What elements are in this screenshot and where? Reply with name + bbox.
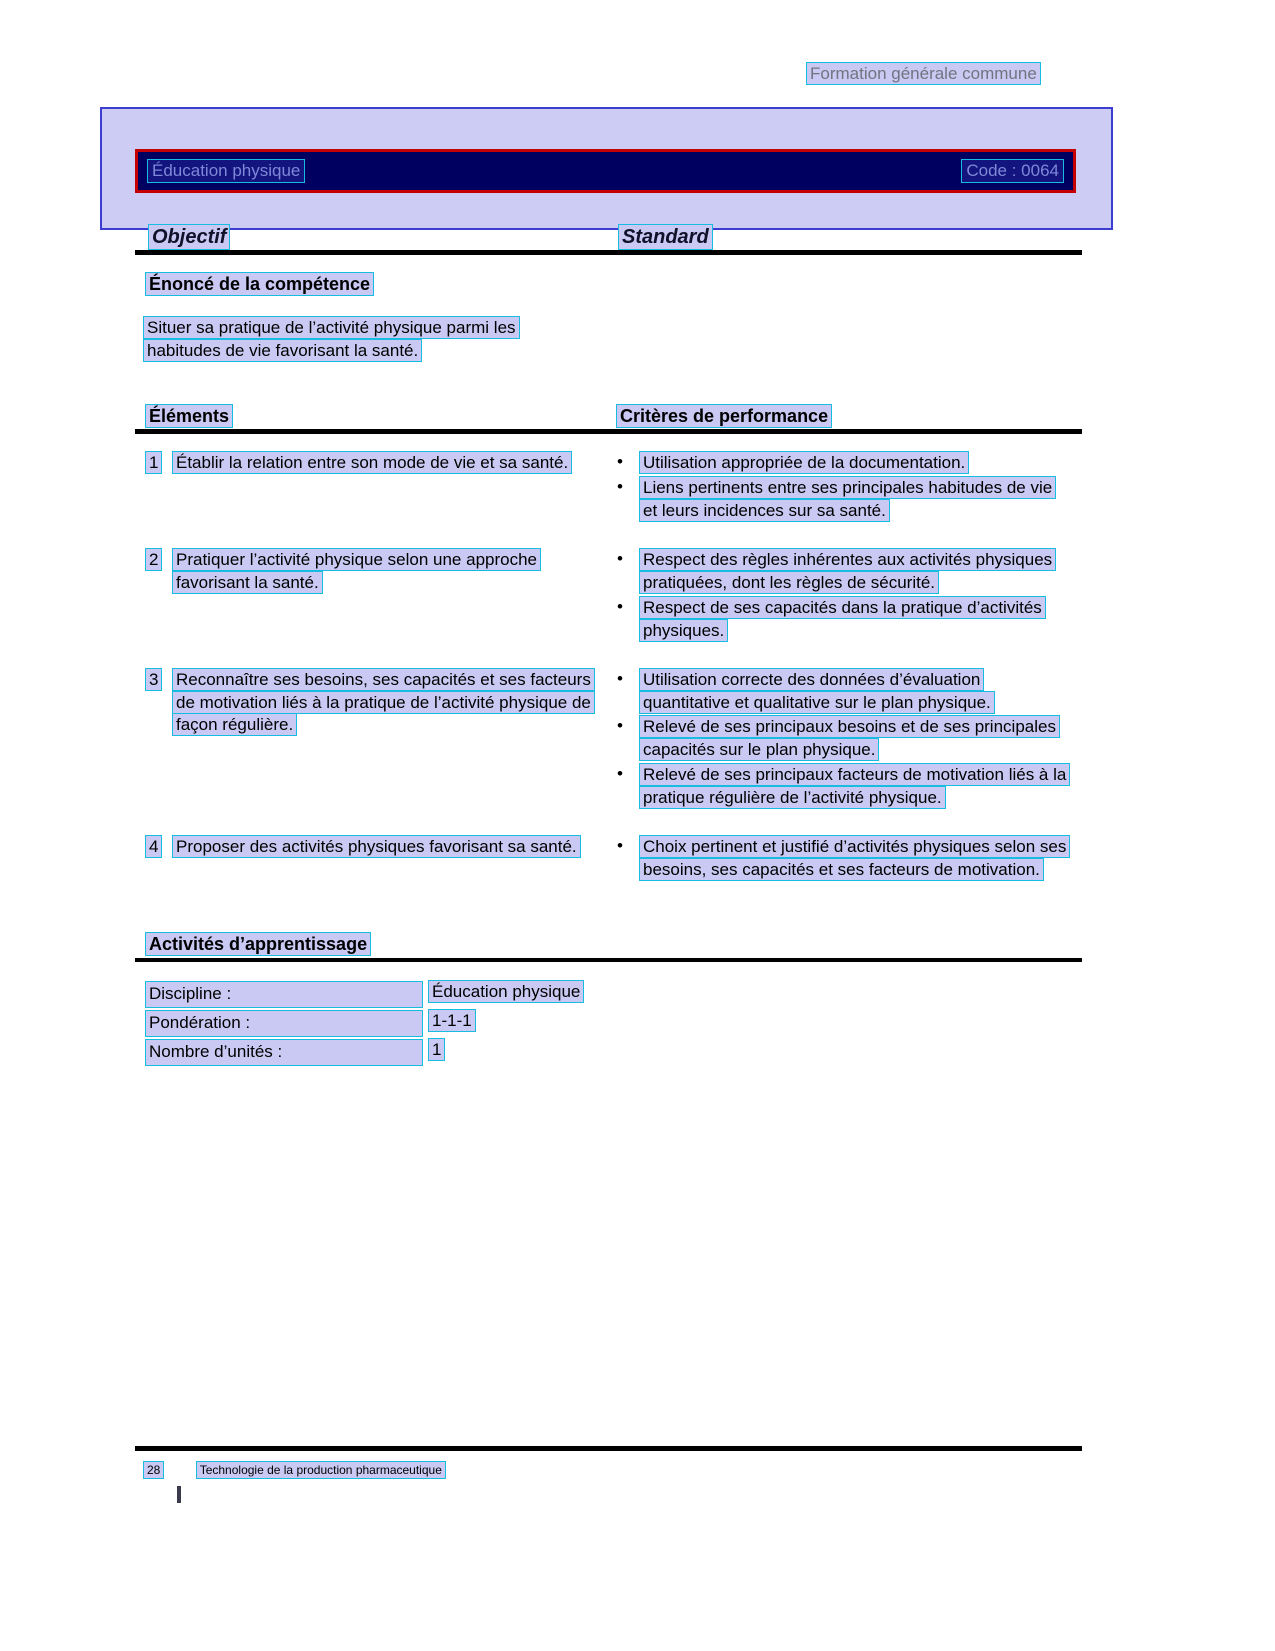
criteria-list	[617, 669, 1082, 813]
course-panel	[100, 107, 1113, 230]
detail-row	[145, 1039, 584, 1066]
page-number: 28	[143, 1461, 164, 1479]
element-number: 1	[145, 452, 172, 475]
course-title: Éducation physique	[147, 159, 305, 183]
competence-statement: Situer sa pratique de l’activité physique parmi les habitudes de vie favorisant la santé.	[143, 317, 587, 363]
horizontal-rule	[135, 958, 1082, 962]
element-number: 3	[145, 669, 172, 692]
criteria-item: • Choix pertinent et justifié d’activités physiques selon ses besoins, ses capacités et ses facteurs de motivation.	[617, 836, 1082, 882]
horizontal-rule	[135, 250, 1082, 255]
course-code: Code : 0064	[961, 159, 1064, 183]
horizontal-rule	[135, 1446, 1082, 1451]
criteria-item: • Liens pertinents entre ses principales habitudes de vie et leurs incidences sur sa santé.	[617, 477, 1082, 523]
detail-label: Discipline :	[145, 981, 428, 1008]
detail-label: Nombre d’unités :	[145, 1039, 428, 1066]
detail-row	[145, 981, 584, 1008]
table-row	[145, 669, 1082, 813]
standard-heading: Standard	[618, 224, 713, 251]
criteria-item: • Respect de ses capacités dans la pratique d’activités physiques.	[617, 597, 1082, 643]
criteria-item: • Utilisation correcte des données d’évaluation quantitative et qualitative sur le plan physique.	[617, 669, 1082, 715]
criteria-item: • Relevé de ses principaux besoins et de ses principales capacités sur le plan physique.	[617, 716, 1082, 762]
horizontal-rule	[135, 429, 1082, 434]
table-row	[145, 452, 1082, 525]
detail-value: 1-1-1	[428, 1010, 584, 1037]
detail-label: Pondération :	[145, 1010, 428, 1037]
element-text: Proposer des activités physiques favorisant sa santé.	[172, 836, 597, 859]
element-number: 2	[145, 549, 172, 572]
competence-heading: Énoncé de la compétence	[145, 272, 374, 296]
element-number: 4	[145, 836, 172, 859]
criteria-item: • Respect des règles inhérentes aux activités physiques pratiquées, dont les règles de sécurité.	[617, 549, 1082, 595]
page-footer	[143, 1462, 446, 1478]
details-table	[145, 981, 584, 1068]
criteria-list	[617, 836, 1082, 884]
objectif-heading: Objectif	[148, 224, 230, 251]
element-text: Pratiquer l’activité physique selon une approche favorisant la santé.	[172, 549, 597, 595]
course-banner	[135, 149, 1076, 193]
element-text: Établir la relation entre son mode de vie et sa santé.	[172, 452, 597, 475]
criteria-item: • Utilisation appropriée de la documentation.	[617, 452, 1082, 475]
element-text: Reconnaître ses besoins, ses capacités et ses facteurs de motivation liés à la pratique de l’activité physique de façon régulière.	[172, 669, 597, 738]
activites-heading: Activités d’apprentissage	[145, 932, 371, 956]
detail-row	[145, 1010, 584, 1037]
detail-value: 1	[428, 1039, 584, 1066]
header-note-text: Formation générale commune	[806, 62, 1041, 85]
detail-value: Éducation physique	[428, 981, 584, 1008]
criteria-list	[617, 452, 1082, 525]
footer-doc-title: Technologie de la production pharmaceutique	[196, 1461, 446, 1479]
criteria-item: • Relevé de ses principaux facteurs de motivation liés à la pratique régulière de l’activité physique.	[617, 764, 1082, 810]
elements-heading: Éléments	[145, 404, 233, 428]
header-note	[806, 63, 1041, 86]
table-row	[145, 549, 1082, 645]
elements-table	[145, 452, 1082, 908]
table-row	[145, 836, 1082, 884]
criteria-list	[617, 549, 1082, 645]
criteres-heading: Critères de performance	[616, 404, 832, 428]
text-cursor-artifact	[177, 1486, 181, 1503]
